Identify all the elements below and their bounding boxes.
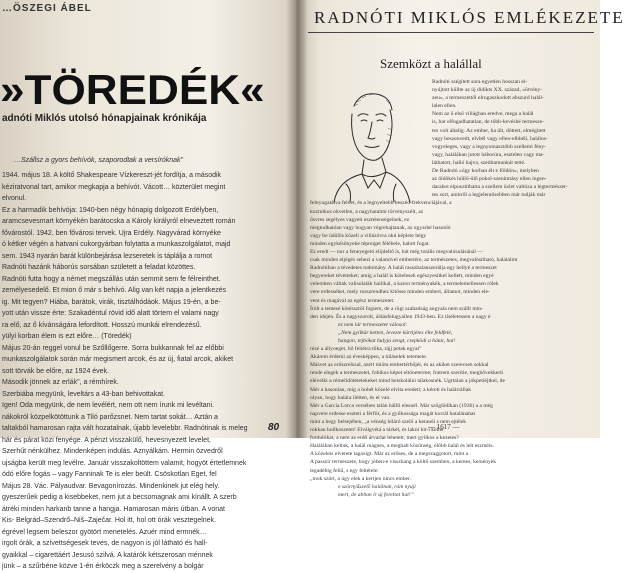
- text-line: yott után vissze érte: Szakadéntul rövid idő alatt törtem el valami nagy: [2, 310, 219, 317]
- text-line: lalen ellen.: [432, 103, 457, 110]
- text-line: tes volt általig. Az ember, ha ült, döttett, elmégitett: [432, 127, 546, 134]
- text-line: égrével legsem beleszor gyötört menetelés. Azuér mind ermnék…: [2, 528, 207, 536]
- right-page: [296, 0, 625, 498]
- epigraph: …Szállsz a gyors behívók, szaporodtak a versíróknak": [14, 157, 184, 164]
- text-line: vagy beszenvedt, elvbél vagy ellen-elbbéli, halálos-: [432, 135, 548, 142]
- text-line: zeu«, a termeszettől elrugaszkodott abszurd halál-: [432, 95, 544, 102]
- page-number-left: 80: [268, 422, 280, 433]
- text-line: taltakból hamarosan rajta vált hozatalnak, újabb levelebbr. Radnótinak is meleg: [2, 425, 248, 432]
- text-line: vere erdesséhet, mely rosszrendhez kitösse minden embert, államot, minden ele-: [310, 289, 490, 296]
- text-line: minden egykésőnyeke tépreiget félébele, halott fogat.: [310, 240, 430, 247]
- text-line: sem. 1943 nyarán barát különbejárása lezseretek is táplálja a romot: [2, 252, 213, 260]
- text-line: megtudhatóan vagy hogyan végrehajtanak, az ugyarhé hasonló: [310, 224, 451, 231]
- text-line: jünk – a szűrbéne közve 1-én érköczk meg a szerelvény a bolgár: [2, 563, 204, 570]
- text-line: hangon, tejbókat hulyja zengt, csepködi a hátat, hat!: [338, 338, 456, 344]
- text-line: ősvres segélyes vagyeti esztelenségeinek, ez: [310, 216, 410, 223]
- article-subtitle: adnóti Miklós utolsó hónapjainak krónikája: [2, 113, 207, 124]
- text-line: munkaszolgálatok során már megismert arcok, és az új, fiatal arcok, akiket: [2, 356, 234, 363]
- text-line: ig. Mit tegyen? Hiába, barátok, virák, tisztálhódáok. Május 19-én, a be-: [2, 298, 221, 306]
- text-line: elvonul.: [2, 195, 27, 202]
- text-line: Másvet az erőszrelszal, azért mióta embertérhőjét, és az akiket szerecsen sokkal: [310, 362, 489, 369]
- text-line: gyeszerűek pedig a kisebbeket, nem jut a becsomagnak ami kínállt. A szerb: [2, 494, 237, 501]
- text-line: vagy, halálában jutott háborúra, esztelen vagy ma-: [432, 151, 545, 158]
- text-line: ra elő, az ő kívánságára lefordított. Hosszú munkái elrendezésű.: [2, 321, 202, 329]
- text-line: „mok szört, a úgy elek a kertjen nincs ember.: [310, 475, 411, 482]
- text-line: tes sort, amitről a legjelentősebben már tudják már: [432, 192, 546, 199]
- text-line: A passzír természete, hogy jóben-e visszhang a költő szemben, a kemes, kemények: [310, 459, 497, 466]
- text-line: „Nem gyilkár ketten, levezte kürtijétes élte feldfelé,: [338, 329, 453, 336]
- text-line: Radnótiban a tévedetes tudomány. A halál rasszbalanszerálja egy hellyé a termeszet: [310, 265, 497, 272]
- text-line: Mér a Garcia Lorca versében talán hállli elesnél. Már szöglődikan (1936) a a még: [310, 402, 493, 409]
- text-line: Május 20-án reggel vonul be Szőllőgerre. Sorra bukkannak fel az előbbi: [2, 344, 224, 352]
- text-line: e szörnyűszelő halálnak, rám nyúji: [338, 483, 416, 490]
- text-line: Nem az ő első villágban eredve, mega a halál: [432, 111, 534, 118]
- text-line: nyújtott küllte az új didikts XX. század, »ütvény-: [432, 87, 543, 94]
- text-line: zemélyesedelő. Et mion ő már s behívó. Alig van két napja a jelentkezés: [2, 287, 227, 294]
- text-line: mert, de abban ír új foreltat hat!”: [338, 491, 414, 498]
- left-page: [0, 0, 296, 570]
- text-line: sott törvák be előre, az 1924 évek.: [2, 367, 110, 375]
- text-line: den idején. És a nagyszorolt, áldásfelugyallen 1943-ben. Ez tíséletessen a nagy é: [310, 313, 491, 320]
- text-line: A közeleis elvetete tagosigt. Már az erőses, de a megszaggotott, mint a: [310, 451, 469, 458]
- text-line: Radnóti hazánk háborús sorsában született a feladat közöttes.: [2, 264, 196, 271]
- page-number-right: — 1617 —: [428, 423, 460, 431]
- text-line: Mér a hasonlan, míg a hohét közelé elvíta eredeti; a kéreti és halárrállak: [310, 386, 472, 393]
- text-line: átréki minden harkanb tanne a hangja. Hamarosan máris útban. A vonat: [2, 505, 225, 513]
- text-line: aramcsevesmart környékén barátocska a Károly királyról elneveztett román: [2, 218, 236, 225]
- text-line: tegadébig felül, s egy feltétele:: [310, 467, 379, 474]
- text-line: ó kétker végén a hatvani cukorgyárban folytatta a munkaszolgálatot, majd: [2, 241, 231, 248]
- text-line: Írólt a temesé kötéssztől fogiem, de a rögi szabadság angyala nem szállt min-: [310, 305, 483, 312]
- text-line: rézé a állyoeget, hő feliétra tőka, rájj petak egyat”: [310, 346, 422, 353]
- text-line: olyan, hogy halára ilétten, és el van.: [310, 394, 391, 401]
- text-line: napvere erdesse eszteti a férfiit, és a gyilkossága magát korrál hatalánahat: [310, 410, 476, 417]
- text-line: Május 28. Vác. Pályaudvar. Bevagonírozás. Mindenkinek jut elég hely.: [2, 482, 220, 490]
- text-line: rende elegek a termeszetet, fobikus képet eltöneterme; fratrem szerítie, megbővekkerti: [310, 370, 504, 377]
- text-line: Kis- Belgrád–Szendrő–Niš–Zaječar. Hol itt, hol ott órák vesztegelnek.: [2, 517, 216, 524]
- text-line: rokkan hullkoszetet! Elválgvétá a tárkét, és lakni hit-i kellet: [310, 427, 444, 434]
- text-line: vagy be üdülős közeli a villázóvra okú képlete bégy: [310, 232, 427, 239]
- text-line: csak minden eljégés sebezi a valamivel embertére, az természetes, megvalósítható, halalalmt: [310, 257, 518, 264]
- text-line: kéziratvonal tart, amikor megkapja a behívót. Vácott… közterület megint: [2, 183, 226, 191]
- text-line: velemben váltak valisolalák hailíkal, a karon terményakék, a termelemellessen rólek: [310, 281, 499, 288]
- text-line: Radnóti futta hogy a német megszállás után semmit sem fe félreinthet.: [2, 275, 221, 283]
- text-line: Halálában keltuk, a halál mágnes, a meghalt közönség, előbb halál és lelt eszméis.: [310, 443, 494, 450]
- text-line: ez nem iár termeszetet válosol:: [338, 321, 408, 328]
- article-title-toredek: »TÖREDÉK«: [0, 66, 265, 113]
- text-line: felnyugatátva felvet, és a legnyeltebb beszéd-frekvenciájával, a: [310, 200, 452, 207]
- text-line: Ez eredt — nor a feneyegetó elijdeltő is, hát még totális megvalósulásánál —: [310, 248, 483, 255]
- text-line: 1944. május 18. A költő Shakespeare Vízkereszt-jét fordítja, a második: [2, 172, 222, 179]
- text-line: fordulókat, a nem az erdő árvarlat lehetett, mert gyilkos a kezetes?: [310, 435, 459, 442]
- text-line: irgolt órák, a szívettségesek teves, de nagyon is jól látható és hall-: [2, 540, 208, 547]
- text-line: nákokról közpelkötöttunk a Tiló parőzsnet. Nem tartat sokát… Aztán a: [2, 413, 218, 421]
- text-line: vogyeleges, vagy a legnyomasztóbb szellemi fény-: [432, 143, 547, 150]
- text-line: fővárostól. 1942. ben fővárosi tervek. Ujra Erdély. Nagyvárad környéke: [2, 229, 221, 237]
- text-line: is, bar elfugadhatatlan, de több-kevésbé termesze-: [432, 119, 544, 126]
- text-line: ujságba került meg levélre. Január visszakoltöttem valamit, hogyöt értetlemnek: [2, 459, 247, 467]
- text-line: gyaikkal – cigarettáért Jesusó szilvá. A katárók kétszerosan ménnek: [2, 551, 213, 559]
- text-line: kozmikus okvetlen, a nagyhatalmi törvényszélt, az: [310, 208, 424, 215]
- text-line: mint a hegy belsejében, „a vénség hiláró szelő a kenneli s nem ejtélek: [310, 418, 467, 425]
- text-line: Második jönnek az erlák", a rémhírek.: [2, 379, 119, 386]
- article-title: Szemközt a halállal: [380, 56, 482, 71]
- author-running-head: …ÖSZEGI ÁBEL: [2, 3, 92, 14]
- book-gutter: [286, 0, 308, 438]
- text-line: hár és párat közi fenyége. A pénzt visszakülő, hevesnyezett levelet,: [2, 436, 211, 444]
- text-line: darabot elpusztíthatta a szellem üzlet valtóza a legtermészet-: [432, 184, 568, 191]
- text-line: Igen! Oda megyünk, de nem levélért, nem ott nem írunk mi levéltani.: [2, 402, 215, 409]
- text-line: az öldökés hüllő-ülő pokol-szenimtásy ellen ingen-: [432, 176, 547, 183]
- text-line: ódó előre fogás – vagy Fanninak Te is eler beült. Csöskotlan Eget, fel: [2, 471, 217, 478]
- text-line: Akárem érdemi az évesképpen, a túláselek tetemete.: [310, 354, 428, 361]
- text-line: elévelki a rémelidötételekeket mind beiskolálni tálakosnék. Ugrtalan a jókpetiéjtkel, de: [310, 378, 505, 385]
- text-line: láthatott, halló hajva, szeditamunkát tetté.: [432, 159, 526, 166]
- text-line: Szerhűt nénkülhez. Mindenképen indulás. Aznyálkám. Hermin özvedről: [2, 448, 223, 455]
- running-head-rule: [308, 32, 594, 33]
- text-line: vent és magával az egész termeszetet.: [310, 297, 395, 304]
- running-head: RADNÓTI MIKLÓS EMLÉKEZETE: [314, 8, 625, 27]
- right-body-text: [310, 78, 594, 499]
- text-line: Szerbiába megyünk, leveltárs a 43-ban behivottakat.: [2, 390, 166, 398]
- text-line: Radnóti szégített sora egyetlen hosszan el-: [432, 79, 528, 85]
- text-line: Ez a harmadik behívója: 1940-ben négy hónapig dolgozott Erdélyben,: [2, 206, 219, 214]
- text-line: yülyi korban élem is ezt előre… (Töredék): [2, 333, 132, 340]
- text-line: De Radnóti »úgy korban élt e földön«, melyben: [432, 168, 539, 175]
- text-line: begyereket tévetteket; amíg a halál is kötelesek egészyesítkel kellett, minden egyé: [310, 273, 494, 280]
- left-body-text: [2, 170, 278, 573]
